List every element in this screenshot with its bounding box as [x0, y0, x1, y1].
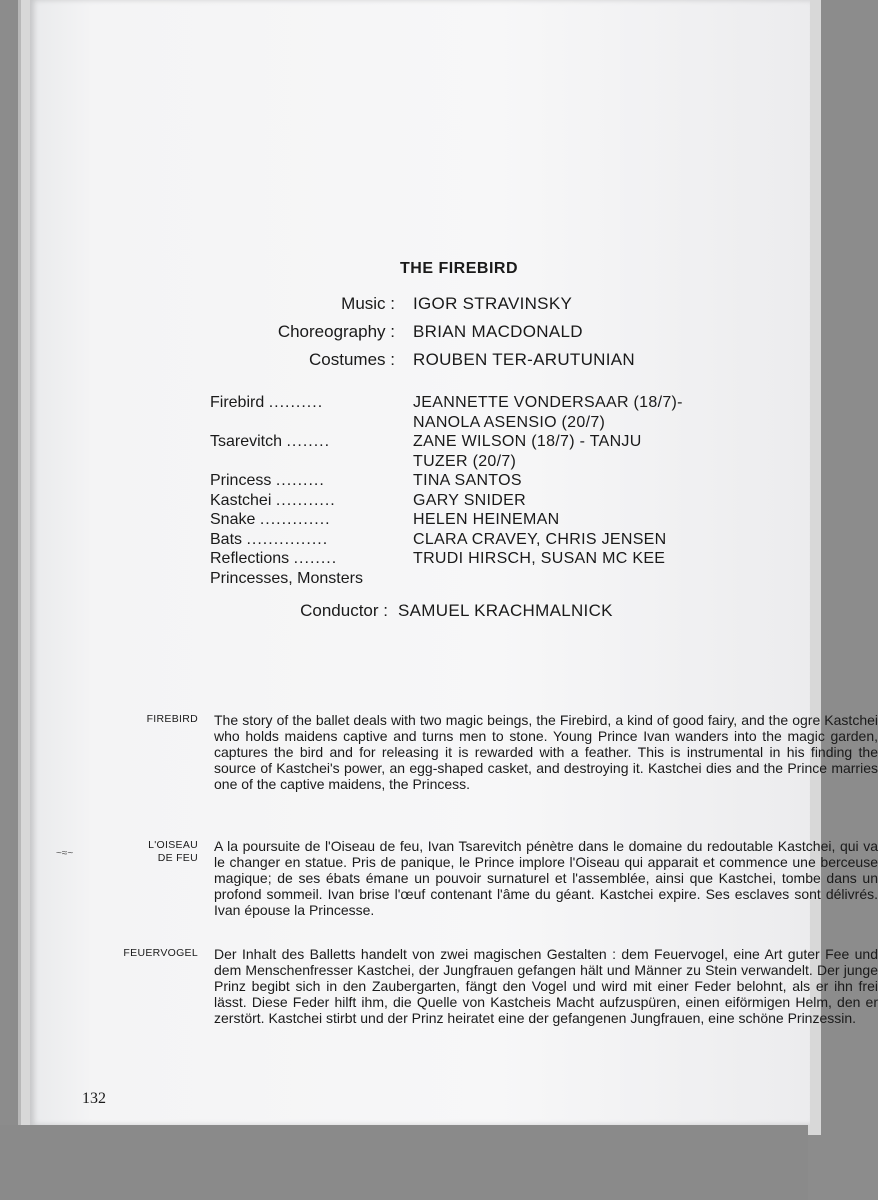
credit-choreography — [180, 322, 740, 346]
credit-label: Music : — [341, 294, 395, 313]
cast-dots: ............. — [259, 511, 331, 528]
cast-dots: ........ — [286, 433, 331, 450]
cast-role: Kastchei — [210, 491, 272, 509]
credit-costumes — [180, 350, 740, 374]
cast-role: Reflections — [210, 550, 290, 567]
cast-names: CLARA CRAVEY, CHRIS JENSEN — [413, 530, 667, 548]
conductor-value: SAMUEL KRACHMALNICK — [398, 601, 613, 620]
scan-background — [0, 1125, 808, 1200]
synopsis-language-label: FIREBIRD — [146, 713, 198, 725]
credit-value: IGOR STRAVINSKY — [413, 294, 573, 313]
cast-names: TINA SANTOS — [413, 472, 522, 489]
synopsis-text: The story of the ballet deals with two magic beings, the Firebird, a kind of good fairy, and the ogre Kastchei who holds maidens captive and turns men to stone. Young Prince Ivan wanders into the magic garden, captures the bird and for releasing it is rewarded with a feather. This is instrumental in his finding the source of Kastchei's power, an egg-shaped casket, and destroying it. Kastchei dies and the Prince marries one of the captive maidens, the Princess. — [214, 712, 878, 792]
cast-dots: ........... — [275, 491, 336, 509]
synopsis-text: Der Inhalt des Balletts handelt von zwei magischen Gestalten : dem Feuervogel, eine Art guter Fee und dem Menschenfresser Kastchei, der Jungfrauen gefangen hält und Männer zu Stein verwandelt. Der junge Prinz begibt sich in den Zaubergarten, fängt den Vogel und wird mit einer Feder belohnt, als er ihn frei lässt. Diese Feder hilft ihm, die Quelle von Kastcheis Macht aufzuspüren, einen eiförmigen Helm, den er zerstört. Kastchei stirbt und der Prinz heiratet eine der gefangenen Jungfrauen, eine schöne Prinzessin. — [214, 946, 878, 1026]
cast-row-snake — [210, 510, 770, 530]
synopsis-language-label: FEUERVOGEL — [123, 947, 198, 959]
credit-label: Choreography : — [277, 322, 395, 341]
cast-row-princess — [210, 471, 770, 491]
page-number: 132 — [82, 1090, 106, 1107]
cast-row-bats — [210, 530, 770, 550]
cast-role: Tsarevitch — [210, 433, 283, 450]
cast-role: Snake — [210, 511, 256, 528]
synopsis-language-label: L'OISEAU DE FEU — [148, 839, 198, 864]
print-smudge-icon: ~≈~ — [56, 848, 74, 859]
cast-dots: ........ — [293, 550, 338, 567]
cast-dots: ......... — [275, 472, 325, 489]
cast-role: Princess — [210, 472, 272, 489]
cast-names: TRUDI HIRSCH, SUSAN MC KEE — [413, 550, 666, 567]
cast-dots: ............... — [246, 530, 329, 548]
cast-row-kastchei — [210, 491, 770, 511]
cast-dots: .......... — [268, 394, 324, 411]
cast-names: JEANNETTE VONDERSAAR (18/7)- NANOLA ASENSIO (20/7) — [413, 394, 683, 431]
credit-value: ROUBEN TER-ARUTUNIAN — [413, 350, 635, 369]
cast-role: Bats — [210, 530, 243, 548]
ballet-title: THE FIREBIRD — [400, 260, 518, 277]
cast-names: GARY SNIDER — [413, 491, 526, 509]
cast-role: Firebird — [210, 394, 265, 411]
credit-music — [180, 294, 740, 318]
cast-list — [210, 393, 770, 588]
cast-row-reflections — [210, 549, 770, 569]
synopsis-text: A la poursuite de l'Oiseau de feu, Ivan Tsarevitch pénètre dans le domaine du redoutable Kastchei, qui va le changer en statue. Pris de panique, le Prince implore l'Oiseau qui apparait et commence une berceuse magique; de ses ébats émane un pouvoir surnaturel et l'assemblée, ainsi que Kastchei, tombe dans un profond sommeil. Ivan brise l'œuf contenant l'âme du géant. Kastchei expire. Ses esclaves sont délivrés. Ivan épouse la Princesse. — [214, 838, 878, 918]
cast-row-princesses-monsters — [210, 569, 770, 589]
cast-row-firebird — [210, 393, 770, 432]
credit-value: BRIAN MACDONALD — [413, 322, 583, 341]
cast-names: ZANE WILSON (18/7) - TANJU TUZER (20/7) — [413, 433, 642, 470]
conductor-credit — [180, 601, 740, 625]
cast-row-tsarevitch — [210, 432, 770, 471]
cast-names: HELEN HEINEMAN — [413, 511, 560, 528]
cast-role: Princesses, Monsters — [210, 569, 363, 587]
conductor-label: Conductor : — [300, 601, 388, 620]
credit-label: Costumes : — [309, 350, 395, 369]
